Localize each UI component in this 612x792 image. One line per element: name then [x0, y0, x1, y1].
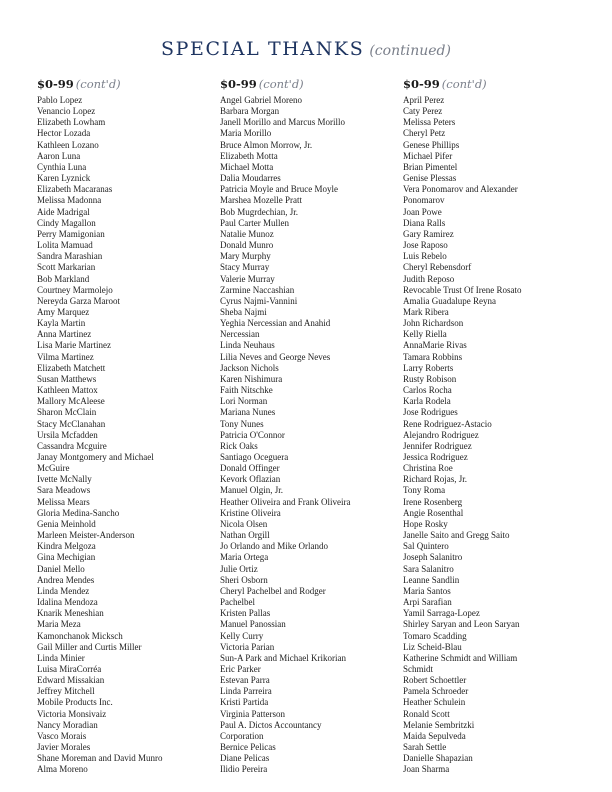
donor-name: Kristi Partida	[220, 697, 269, 708]
donor-name: Hope Rosky	[403, 518, 448, 529]
donor-name: Cheryl Petz	[403, 128, 446, 139]
donor-name: Kathleen Lozano	[37, 139, 99, 150]
continued-note: (cont'd)	[75, 77, 121, 91]
donor-name: Jose Raposo	[403, 240, 448, 251]
giving-level: $0-99	[220, 77, 257, 91]
donor-name: Nathan Orgill	[220, 530, 270, 541]
donor-name: Gina Mechigian	[37, 552, 96, 563]
donor-name: Melanie Sembritzki	[403, 719, 475, 730]
donor-name: Bob Markland	[37, 273, 90, 284]
donor-name: Christina Roe	[403, 463, 453, 474]
donor-name: Elizabeth Lowham	[37, 117, 106, 128]
donor-name: Valerie Murray	[220, 273, 275, 284]
donor-name: Jackson Nichols	[220, 362, 279, 373]
donor-name: Richard Rojas, Jr.	[403, 474, 467, 485]
donor-name: Venancio Lopez	[37, 106, 96, 117]
donor-name: Sandra Marashian	[37, 251, 103, 262]
donor-name: Paul Carter Mullen	[220, 217, 289, 228]
donor-name: Lori Norman	[220, 396, 268, 407]
donor-name: Melissa Madonna	[37, 195, 102, 206]
donor-name: Vera Ponomarov and Alexander	[403, 184, 518, 195]
donor-name: Joseph Salanitro	[403, 552, 463, 563]
donor-name: Javier Morales	[37, 742, 91, 753]
donor-name: Victoria Monsivaiz	[37, 708, 107, 719]
donor-name: Lisa Marie Martinez	[37, 340, 111, 351]
donor-name: Yeghia Nercessian and Anahid	[220, 318, 331, 329]
page-title	[0, 38, 612, 60]
donor-name: Joan Sharma	[403, 764, 450, 775]
donor-name: Michael Motta	[220, 161, 274, 172]
donor-name: Diane Pelicas	[220, 753, 270, 764]
donor-name: Shane Moreman and David Munro	[37, 753, 163, 764]
donor-name: Katherine Schmidt and William	[403, 652, 518, 663]
donor-name: Victoria Parian	[220, 641, 275, 652]
donor-name: Sheba Najmi	[220, 306, 267, 317]
donor-name: Sarah Settle	[403, 742, 447, 753]
donor-name: Danielle Shapazian	[403, 753, 473, 764]
donor-name: Donald Munro	[220, 240, 274, 251]
column-heading	[220, 77, 400, 92]
donor-name: Edward Missakian	[37, 675, 105, 686]
donor-name: Gail Miller and Curtis Miller	[37, 641, 142, 652]
continued-note: (cont'd)	[441, 77, 487, 91]
donor-name: Maria Meza	[37, 619, 81, 630]
donor-name: Anna Martinez	[37, 329, 92, 340]
donor-name: Gary Ramirez	[403, 228, 454, 239]
donor-name: Cheryl Pachelbel and Rodger	[220, 585, 326, 596]
donor-name: Bernice Pelicas	[220, 742, 276, 753]
donor-name: Mallory McAleese	[37, 396, 105, 407]
donor-name: Patricia O'Connor	[220, 429, 285, 440]
donor-name: Sun-A Park and Michael Krikorian	[220, 652, 346, 663]
donor-name: Kevork Oflazian	[220, 474, 281, 485]
donor-name: Kindra Melgoza	[37, 541, 96, 552]
donor-name: Manuel Panossian	[220, 619, 286, 630]
donor-name: Jo Orlando and Mike Orlando	[220, 541, 328, 552]
donor-name: Vasco Morais	[37, 730, 87, 741]
donor-name: Natalie Munoz	[220, 228, 274, 239]
donor-name: Kristine Oliveira	[220, 507, 281, 518]
donor-name: Jose Rodrigues	[403, 407, 458, 418]
donor-name: Elizabeth Motta	[220, 150, 278, 161]
donor-name: Janay Montgomery and Michael	[37, 452, 154, 462]
donor-name: Tony Nunes	[220, 418, 264, 429]
donor-name: Linda Neuhaus	[220, 340, 275, 351]
donor-name: Shirley Saryan and Leon Saryan	[403, 619, 520, 630]
donor-name: Nercessian	[220, 329, 260, 340]
donor-name: Idalina Mendoza	[37, 597, 98, 608]
donor-name: Arpi Sarafian	[403, 597, 452, 608]
donor-name: Amalia Guadalupe Reyna	[403, 295, 496, 306]
donor-name: Kayla Martin	[37, 318, 86, 329]
giving-level: $0-99	[37, 77, 74, 91]
donor-name: Patricia Moyle and Bruce Moyle	[220, 184, 338, 195]
donor-name: Cindy Magallon	[37, 217, 96, 228]
donor-name: Linda Mendez	[37, 585, 90, 596]
donor-name: McGuire	[37, 463, 70, 474]
donor-name: Genise Plessas	[403, 173, 457, 184]
donor-name: Vilma Martinez	[37, 351, 94, 362]
donor-name: Luisa MiraCorréa	[37, 663, 102, 674]
donor-name: Diana Ralls	[403, 217, 446, 228]
donor-name: Tomaro Scadding	[403, 630, 467, 641]
donor-name: Maria Morillo	[220, 128, 272, 139]
donor-name: Genese Phillips	[403, 139, 460, 150]
donor-name: Sara Salanitro	[403, 563, 454, 574]
donor-name: Knarik Meneshian	[37, 608, 104, 619]
donor-name: Karen Nishimura	[220, 373, 283, 384]
donor-name: Barbara Morgan	[220, 106, 280, 117]
donor-name: Kathleen Mattox	[37, 385, 98, 396]
donor-name: Donald Offinger	[220, 463, 280, 474]
donor-name: Tony Roma	[403, 485, 446, 496]
donor-name: Yamil Sarraga-Lopez	[403, 608, 480, 619]
donor-name: Jennifer Rodriguez	[403, 440, 472, 451]
donor-name: John Richardson	[403, 318, 464, 329]
donor-name: Janelle Saito and Gregg Saito	[403, 530, 510, 541]
donor-name: April Perez	[403, 95, 445, 105]
donor-name: Nicola Olsen	[220, 518, 268, 529]
donor-name: Mobile Products Inc.	[37, 697, 113, 708]
donor-name: Bruce Almon Morrow, Jr.	[220, 139, 313, 150]
donor-name: Maida Sepulveda	[403, 730, 466, 741]
donor-name: Liz Scheid-Blau	[403, 641, 462, 652]
donor-name: Heather Schulein	[403, 697, 466, 708]
donor-name: Jeffrey Mitchell	[37, 686, 95, 697]
donor-name: Cassandra Mcguire	[37, 440, 107, 451]
column-heading	[37, 77, 217, 92]
donor-name: Kristen Pallas	[220, 608, 271, 619]
donor-name: Stacy McClanahan	[37, 418, 106, 429]
donor-name: Judith Reposo	[403, 273, 455, 284]
donor-name: AnnaMarie Rivas	[403, 340, 467, 351]
page-title-main: SPECIAL THANKS	[161, 38, 365, 60]
donor-name: Michael Pifer	[403, 150, 453, 161]
donor-name: Jessica Rodriguez	[403, 452, 468, 462]
donor-name: Genia Meinhold	[37, 518, 96, 529]
donor-name: Caty Perez	[403, 106, 443, 117]
donor-column-3	[403, 77, 583, 776]
donor-name: Leanne Sandlin	[403, 574, 460, 585]
donor-name: Nereyda Garza Maroot	[37, 295, 120, 306]
column-heading	[403, 77, 583, 92]
donor-name: Aaron Luna	[37, 150, 81, 161]
donor-name: Ivette McNally	[37, 474, 92, 485]
donor-name: Lilia Neves and George Neves	[220, 351, 331, 362]
donor-name: Alejandro Rodriguez	[403, 429, 479, 440]
donor-name: Daniel Mello	[37, 563, 85, 574]
donor-name: Zarmine Naccashian	[220, 284, 295, 295]
donor-name: Robert Schoettler	[403, 675, 467, 686]
donor-name: Kelly Curry	[220, 630, 264, 641]
donor-name: Kelly Riella	[403, 329, 447, 340]
donor-name: Julie Ortiz	[220, 563, 258, 574]
donor-name: Tamara Robbins	[403, 351, 463, 362]
donor-name: Andrea Mendes	[37, 574, 95, 585]
donor-name: Rusty Robison	[403, 373, 457, 384]
donor-name: Rene Rodriguez-Astacio	[403, 418, 492, 429]
donor-name: Karla Rodela	[403, 396, 451, 407]
donor-name: Kamonchanok Micksch	[37, 630, 123, 641]
donor-name: Mary Murphy	[220, 251, 271, 262]
donor-name: Ronald Scott	[403, 708, 450, 719]
donor-name: Manuel Olgin, Jr.	[220, 485, 283, 496]
donor-name: Revocable Trust Of Irene Rosato	[403, 284, 522, 295]
donor-name: Janell Morillo and Marcus Morillo	[220, 117, 345, 128]
donor-name: Dalia Moudarres	[220, 173, 281, 184]
donor-name: Heather Oliveira and Frank Oliveira	[220, 496, 351, 507]
donor-name: Larry Roberts	[403, 362, 454, 373]
donor-name: Irene Rosenberg	[403, 496, 463, 507]
donor-name: Pachelbel	[220, 597, 255, 608]
donor-name: Amy Marquez	[37, 306, 90, 317]
donor-name: Paul A. Dictos Accountancy	[220, 719, 322, 730]
donor-name: Karen Lyznick	[37, 173, 91, 184]
donor-name: Cyrus Najmi-Vannini	[220, 295, 298, 306]
donor-name: Sheri Osborn	[220, 574, 268, 585]
donor-name: Pamela Schroeder	[403, 686, 469, 697]
donor-name: Eric Parker	[220, 663, 261, 674]
donor-name: Maria Santos	[403, 585, 451, 596]
donor-name: Stacy Murray	[220, 262, 270, 273]
page-title-subtitle: (continued)	[369, 43, 451, 59]
donor-name: Angie Rosenthal	[403, 507, 464, 518]
donor-name: Schmidt	[403, 663, 434, 674]
continued-note: (cont'd)	[258, 77, 304, 91]
donor-name: Sara Meadows	[37, 485, 91, 496]
donor-name: Lolita Mamuad	[37, 240, 93, 251]
donor-name: Rick Oaks	[220, 440, 258, 451]
donor-name: Scott Markarian	[37, 262, 96, 273]
donor-column-1	[37, 77, 217, 776]
donor-name: Brian Pimentel	[403, 161, 458, 172]
donor-name: Melissa Mears	[37, 496, 90, 507]
donor-name: Sal Quintero	[403, 541, 449, 552]
giving-level: $0-99	[403, 77, 440, 91]
donor-name: Elizabeth Matchett	[37, 362, 106, 373]
donor-name: Corporation	[220, 730, 264, 741]
donor-name: Linda Minier	[37, 652, 85, 663]
donor-name: Maria Ortega	[220, 552, 269, 563]
donor-name: Pablo Lopez	[37, 95, 83, 105]
donor-name: Virginia Patterson	[220, 708, 286, 719]
donor-name: Joan Powe	[403, 206, 442, 217]
donor-name: Mariana Nunes	[220, 407, 276, 418]
donor-name: Marleen Meister-Anderson	[37, 530, 135, 541]
donor-name: Ilidio Pereira	[220, 764, 268, 775]
donor-name: Estevan Parra	[220, 675, 270, 686]
donor-name: Cheryl Rebensdorf	[403, 262, 472, 273]
donor-name: Gloria Medina-Sancho	[37, 507, 120, 518]
donor-name: Ursila Mcfadden	[37, 429, 98, 440]
donor-list	[220, 95, 400, 776]
donor-columns	[37, 77, 597, 777]
donor-name: Alma Moreno	[37, 764, 88, 775]
donor-name: Courtney Marmolejo	[37, 284, 113, 295]
donor-name: Mark Ribera	[403, 306, 449, 317]
donor-name: Luis Rebelo	[403, 251, 447, 262]
donor-name: Carlos Rocha	[403, 385, 452, 396]
donor-name: Nancy Moradian	[37, 719, 98, 730]
donor-name: Cynthia Luna	[37, 161, 87, 172]
donor-name: Elizabeth Macaranas	[37, 184, 113, 195]
donor-name: Marshea Mozelle Pratt	[220, 195, 302, 206]
donor-name: Susan Matthews	[37, 373, 97, 384]
donor-name: Linda Parreira	[220, 686, 272, 697]
donor-name: Faith Nitschke	[220, 385, 273, 396]
donor-name: Melissa Peters	[403, 117, 456, 128]
donor-list	[403, 95, 583, 776]
donor-name: Hector Lozada	[37, 128, 91, 139]
donor-name: Perry Mamigonian	[37, 228, 105, 239]
donor-list	[37, 95, 217, 776]
donor-name: Santiago Oceguera	[220, 452, 289, 462]
donor-name: Aide Madrigal	[37, 206, 90, 217]
donor-column-2	[220, 77, 400, 776]
donor-name: Sharon McClain	[37, 407, 97, 418]
donor-name: Angel Gabriel Moreno	[220, 95, 302, 105]
donor-name: Bob Mugrdechian, Jr.	[220, 206, 298, 217]
donor-name: Ponomarov	[403, 195, 445, 206]
